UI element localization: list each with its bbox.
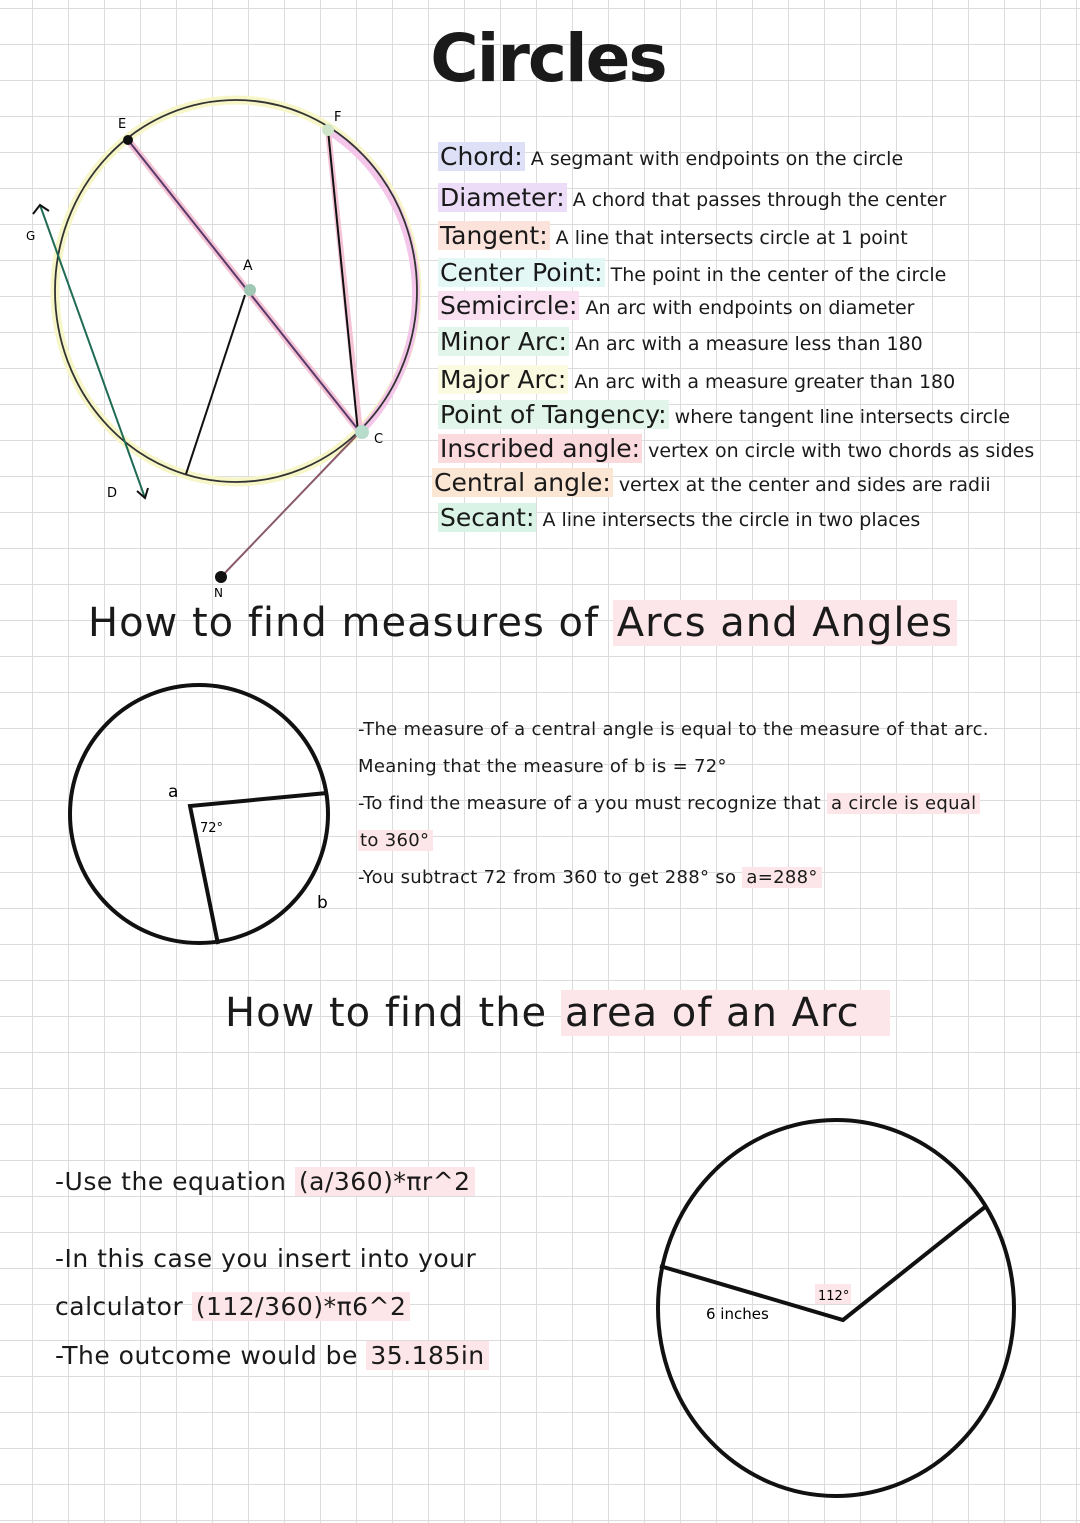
para-line <box>358 830 433 851</box>
line-highlight: to 360° <box>358 830 433 851</box>
line-text: -You subtract 72 from 360 to get 288° so <box>358 867 737 888</box>
term: Central angle: <box>434 468 611 497</box>
label-e: E <box>118 117 127 132</box>
heading-text: How to find the <box>225 990 548 1036</box>
definition-text: A chord that passes through the center <box>572 189 947 211</box>
tangent-line <box>221 432 360 577</box>
para-line <box>55 1292 410 1321</box>
central-angle-circle <box>70 685 328 943</box>
term: Diameter: <box>440 183 565 212</box>
definition-inscribed-angle <box>438 434 1034 463</box>
label-c: C <box>374 432 384 447</box>
radius-line <box>186 295 245 474</box>
label-n: N <box>214 586 223 600</box>
definition-semicircle <box>438 291 915 320</box>
definition-text: A segmant with endpoints on the circle <box>530 148 904 170</box>
definition-text: vertex at the center and sides are radii <box>618 474 991 496</box>
definition-text: The point in the center of the circle <box>610 264 947 286</box>
definition-tangent <box>438 221 908 250</box>
definition-minor-arc <box>438 327 923 356</box>
term: Point of Tangency: <box>440 400 667 429</box>
para-line: -The measure of a central angle is equal to the measure of that arc. <box>358 719 989 740</box>
definition-text: An arc with a measure greater than 180 <box>574 371 956 393</box>
term: Center Point: <box>440 258 603 287</box>
heading-highlight: area of an Arc <box>561 990 890 1036</box>
point-c <box>355 425 369 439</box>
line-text: Meaning that the measure of b is = 72° <box>358 756 727 777</box>
definition-text: A line that intersects circle at 1 point <box>555 227 908 249</box>
definition-text: An arc with a measure less than 180 <box>574 333 923 355</box>
term: Chord: <box>440 142 523 171</box>
term: Secant: <box>440 503 535 532</box>
line-text: -To find the measure of a you must recognize that <box>358 793 821 814</box>
para-line <box>55 1167 475 1196</box>
point-e <box>123 135 133 145</box>
point-f <box>322 124 334 136</box>
diameter-ec <box>128 140 360 432</box>
term: Major Arc: <box>440 365 567 394</box>
term: Semicircle: <box>440 291 578 320</box>
line-text: calculator <box>55 1292 184 1321</box>
label-112: 112° <box>818 1289 850 1304</box>
definition-diameter <box>438 183 946 212</box>
definition-point-of-tangency <box>438 400 1010 429</box>
label-a: A <box>243 258 253 274</box>
central-angle-radii <box>190 793 327 944</box>
line-highlight: (112/360)*π6^2 <box>192 1292 411 1321</box>
para-line <box>358 793 980 814</box>
line-text: -The outcome would be <box>55 1341 358 1370</box>
term: Minor Arc: <box>440 327 567 356</box>
line-highlight: (a/360)*πr^2 <box>295 1167 475 1196</box>
definition-center-point <box>438 258 946 287</box>
definition-chord <box>438 142 903 171</box>
label-72: 72° <box>200 821 224 836</box>
label-g: G <box>26 229 36 243</box>
heading-text: How to find measures of <box>88 600 600 646</box>
point-a <box>244 284 256 296</box>
definition-major-arc <box>438 365 955 394</box>
point-n <box>215 571 227 583</box>
secant-arrows <box>33 205 148 498</box>
section-heading-arcs-angles <box>88 600 957 646</box>
line-text: -Use the equation <box>55 1167 287 1196</box>
label-b-arc: b <box>317 893 328 913</box>
definition-secant <box>438 503 920 532</box>
definition-central-angle <box>432 468 991 497</box>
definition-text: vertex on circle with two chords as sides <box>648 440 1035 462</box>
definition-text: An arc with endpoints on diameter <box>585 297 915 319</box>
line-highlight: 35.185in <box>366 1341 488 1370</box>
para-line: -In this case you insert into your <box>55 1244 477 1273</box>
term: Inscribed angle: <box>440 434 641 463</box>
label-radius: 6 inches <box>706 1305 769 1323</box>
page-title: Circles <box>430 20 666 97</box>
term: Tangent: <box>440 221 548 250</box>
label-f: F <box>334 110 342 125</box>
label-a-arc: a <box>168 782 179 802</box>
section-heading-arc-area <box>225 990 890 1036</box>
para-line <box>358 756 727 777</box>
heading-highlight: Arcs and Angles <box>613 600 957 646</box>
line-highlight: a=288° <box>742 867 821 888</box>
label-d: D <box>107 486 118 501</box>
secant-gd <box>40 205 145 498</box>
definition-text: where tangent line intersects circle <box>674 406 1011 428</box>
definition-text: A line intersects the circle in two places <box>542 509 921 531</box>
para-line <box>358 867 822 888</box>
para-line <box>55 1341 489 1370</box>
line-highlight: a circle is equal <box>827 793 981 814</box>
chord-fc <box>328 130 358 432</box>
